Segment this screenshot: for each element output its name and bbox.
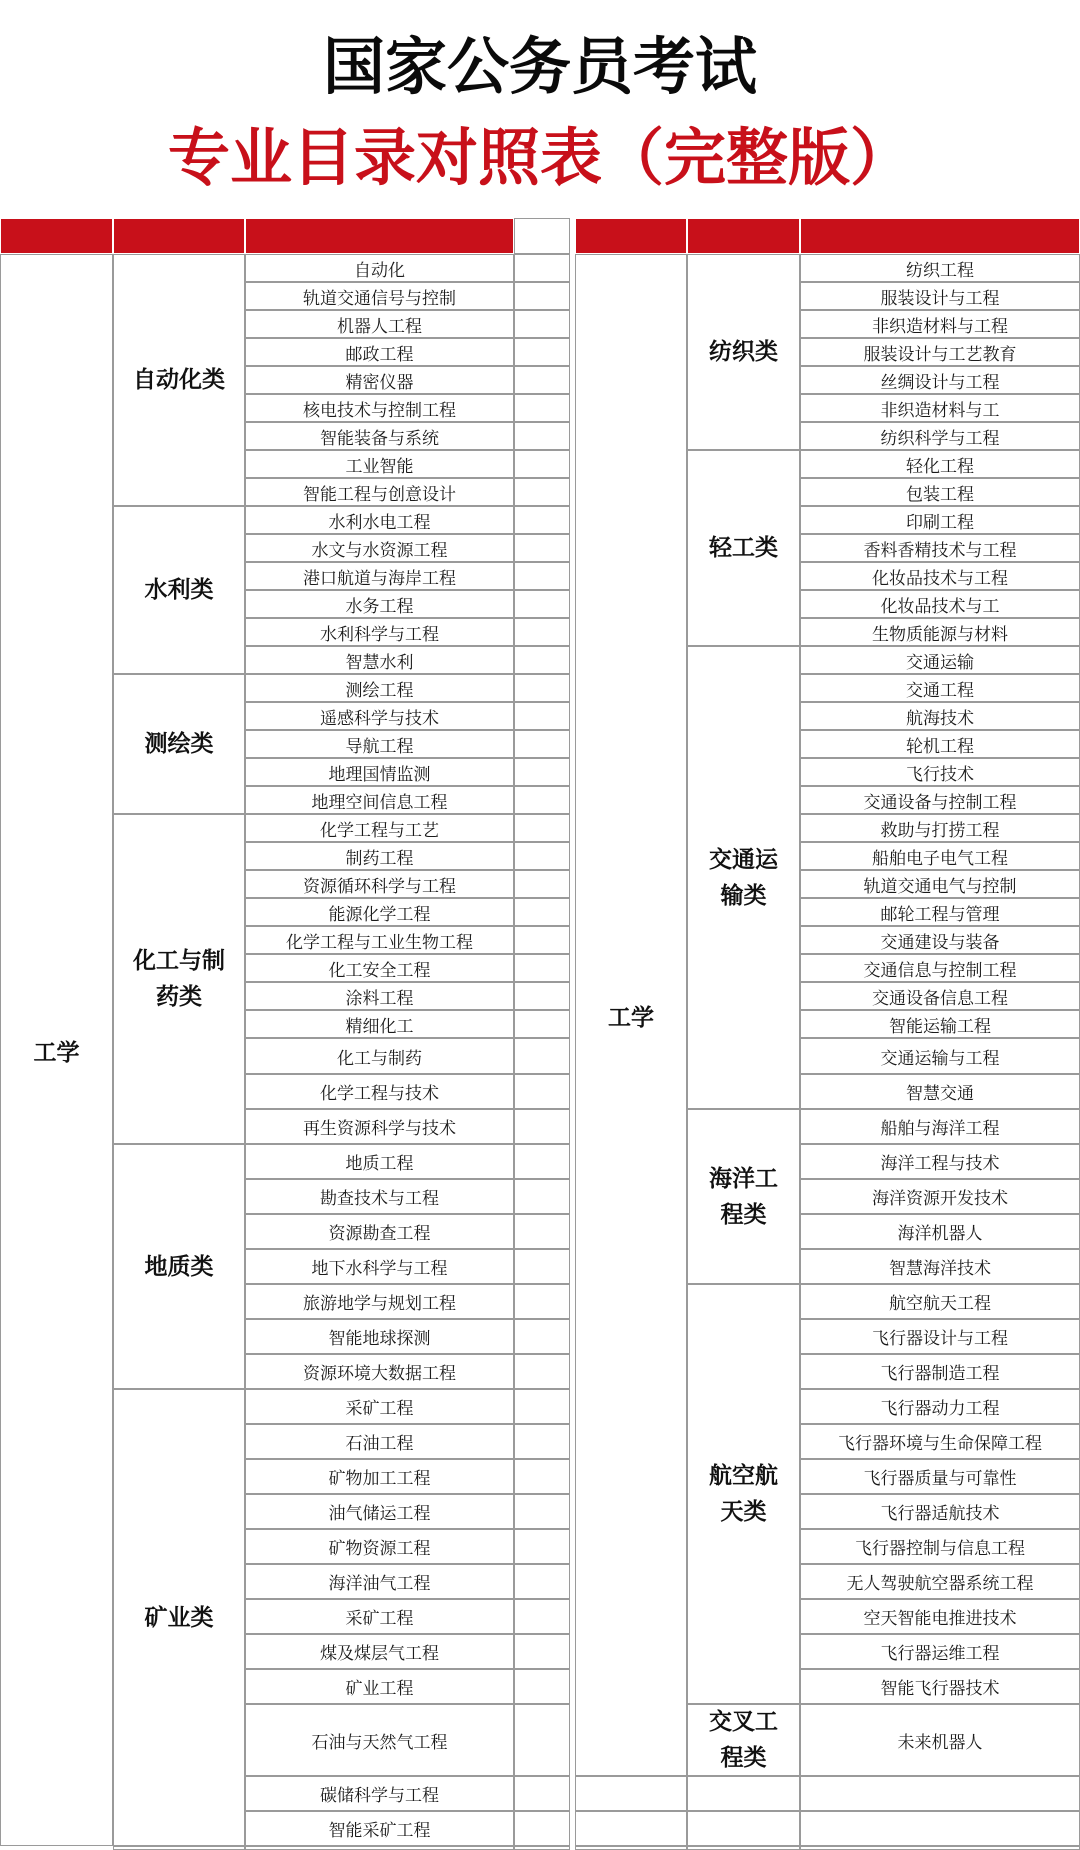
major-cell: 碳储科学与工程 <box>245 1776 514 1811</box>
major-cell: 核电技术与控制工程 <box>245 394 514 422</box>
blank-cell <box>514 1284 570 1319</box>
blank-cell <box>514 478 570 506</box>
blank-cell <box>514 1038 570 1074</box>
major-cell: 智慧交通 <box>800 1074 1080 1109</box>
major-cell: 水利科学与工程 <box>245 618 514 646</box>
major-cell: 机器人工程 <box>245 310 514 338</box>
left-header-blank <box>514 218 570 254</box>
major-cell: 再生资源科学与技术 <box>245 1109 514 1144</box>
major-cell: 资源循环科学与工程 <box>245 870 514 898</box>
blank-cell <box>514 1214 570 1249</box>
empty-cell <box>575 1846 687 1850</box>
major-cell: 轮机工程 <box>800 730 1080 758</box>
blank-cell <box>514 1704 570 1776</box>
major-cell: 煤及煤层气工程 <box>245 1634 514 1669</box>
blank-cell <box>514 1599 570 1634</box>
right-header-major <box>800 218 1080 254</box>
major-cell: 水利水电工程 <box>245 506 514 534</box>
category-cell: 轻工类 <box>687 450 800 646</box>
major-cell: 化学工程与技术 <box>245 1074 514 1109</box>
blank-cell <box>514 310 570 338</box>
major-cell: 交通运输 <box>800 646 1080 674</box>
blank-cell <box>514 1249 570 1284</box>
major-cell: 飞行器运维工程 <box>800 1634 1080 1669</box>
blank-cell <box>514 338 570 366</box>
blank-cell <box>514 562 570 590</box>
major-cell: 香料香精技术与工程 <box>800 534 1080 562</box>
major-cell: 测绘工程 <box>245 674 514 702</box>
blank-cell <box>514 1179 570 1214</box>
major-cell: 智能运输工程 <box>800 1010 1080 1038</box>
category-cell: 水利类 <box>113 506 245 674</box>
blank-cell <box>514 1389 570 1424</box>
page-title: 国家公务员考试 <box>322 30 757 103</box>
blank-cell <box>514 618 570 646</box>
major-cell: 飞行器制造工程 <box>800 1354 1080 1389</box>
major-cell: 石油工程 <box>245 1424 514 1459</box>
major-cell: 智能装备与系统 <box>245 422 514 450</box>
major-cell: 航空航天工程 <box>800 1284 1080 1319</box>
major-cell: 非织造材料与工 <box>800 394 1080 422</box>
major-cell: 石油与天然气工程 <box>245 1704 514 1776</box>
empty-cell <box>687 1846 800 1850</box>
major-cell: 化学工程与工业生物工程 <box>245 926 514 954</box>
major-cell: 交通信息与控制工程 <box>800 954 1080 982</box>
blank-cell <box>514 1319 570 1354</box>
major-cell: 印刷工程 <box>800 506 1080 534</box>
major-cell: 交通运输与工程 <box>800 1038 1080 1074</box>
major-cell: 智慧水利 <box>245 646 514 674</box>
major-cell: 资源勘查工程 <box>245 1214 514 1249</box>
major-cell: 交通设备与控制工程 <box>800 786 1080 814</box>
category-cell: 交叉工程类 <box>687 1704 800 1776</box>
category-cell: 地质类 <box>113 1144 245 1389</box>
major-cell: 化工安全工程 <box>245 954 514 982</box>
blank-cell <box>514 1776 570 1811</box>
major-cell: 飞行器控制与信息工程 <box>800 1529 1080 1564</box>
major-cell: 旅游地学与规划工程 <box>245 1284 514 1319</box>
major-cell: 船舶电子电气工程 <box>800 842 1080 870</box>
empty-cell <box>687 1776 800 1811</box>
major-cell: 邮政工程 <box>245 338 514 366</box>
major-cell: 交通建设与装备 <box>800 926 1080 954</box>
major-cell: 化工与制药 <box>245 1038 514 1074</box>
major-cell: 飞行器适航技术 <box>800 1494 1080 1529</box>
category-cell: 海洋工程类 <box>687 1109 800 1284</box>
category-cell: 交通运输类 <box>687 646 800 1109</box>
right-header-discipline <box>575 218 687 254</box>
major-cell: 资源环境大数据工程 <box>245 1354 514 1389</box>
category-cell: 测绘类 <box>113 674 245 814</box>
blank-cell <box>514 702 570 730</box>
category-cell: 矿业类 <box>113 1389 245 1846</box>
blank-cell <box>514 534 570 562</box>
empty-cell <box>800 1811 1080 1846</box>
blank-cell <box>514 954 570 982</box>
blank-cell <box>514 674 570 702</box>
major-cell: 地理国情监测 <box>245 758 514 786</box>
blank-cell <box>514 590 570 618</box>
empty-cell <box>113 1846 245 1850</box>
major-cell: 交通设备信息工程 <box>800 982 1080 1010</box>
blank-cell <box>514 1109 570 1144</box>
major-cell: 精密仪器 <box>245 366 514 394</box>
blank-cell <box>514 1669 570 1704</box>
major-cell: 轨道交通信号与控制 <box>245 282 514 310</box>
blank-cell <box>514 646 570 674</box>
empty-cell <box>800 1776 1080 1811</box>
empty-cell <box>800 1846 1080 1850</box>
major-cell: 交通工程 <box>800 674 1080 702</box>
major-cell: 水务工程 <box>245 590 514 618</box>
major-cell: 矿业工程 <box>245 1669 514 1704</box>
major-cell: 海洋资源开发技术 <box>800 1179 1080 1214</box>
blank-cell <box>514 282 570 310</box>
major-cell: 空天智能电推进技术 <box>800 1599 1080 1634</box>
right-header-category <box>687 218 800 254</box>
major-cell: 非织造材料与工程 <box>800 310 1080 338</box>
blank-cell <box>514 1494 570 1529</box>
major-cell: 飞行技术 <box>800 758 1080 786</box>
major-cell: 勘查技术与工程 <box>245 1179 514 1214</box>
major-cell: 飞行器动力工程 <box>800 1389 1080 1424</box>
major-cell: 智能飞行器技术 <box>800 1669 1080 1704</box>
major-cell: 服装设计与工程 <box>800 282 1080 310</box>
blank-cell <box>514 1010 570 1038</box>
major-cell: 采矿工程 <box>245 1389 514 1424</box>
major-cell: 未来机器人 <box>800 1704 1080 1776</box>
major-cell: 救助与打捞工程 <box>800 814 1080 842</box>
major-cell: 工业智能 <box>245 450 514 478</box>
major-cell: 船舶与海洋工程 <box>800 1109 1080 1144</box>
left-header-category <box>113 218 245 254</box>
empty-cell <box>575 1776 687 1811</box>
discipline-cell: 工学 <box>0 254 113 1846</box>
major-cell: 制药工程 <box>245 842 514 870</box>
empty-cell <box>575 1811 687 1846</box>
major-cell: 遥感科学与技术 <box>245 702 514 730</box>
page-subtitle: 专业目录对照表（完整版） <box>167 121 912 194</box>
blank-cell <box>514 926 570 954</box>
major-cell: 化妆品技术与工程 <box>800 562 1080 590</box>
blank-cell <box>514 450 570 478</box>
major-cell: 飞行器设计与工程 <box>800 1319 1080 1354</box>
major-cell: 海洋油气工程 <box>245 1564 514 1599</box>
blank-cell <box>514 1424 570 1459</box>
blank-cell <box>514 1811 570 1846</box>
major-cell: 智能工程与创意设计 <box>245 478 514 506</box>
blank-cell <box>514 394 570 422</box>
major-cell: 生物质能源与材料 <box>800 618 1080 646</box>
blank-cell <box>514 786 570 814</box>
blank-cell <box>514 730 570 758</box>
major-cell: 地质工程 <box>245 1144 514 1179</box>
major-cell: 轨道交通电气与控制 <box>800 870 1080 898</box>
blank-cell <box>514 1354 570 1389</box>
major-cell: 油气储运工程 <box>245 1494 514 1529</box>
major-cell: 丝绸设计与工程 <box>800 366 1080 394</box>
major-cell: 矿物加工工程 <box>245 1459 514 1494</box>
blank-cell <box>514 758 570 786</box>
major-cell: 飞行器环境与生命保障工程 <box>800 1424 1080 1459</box>
blank-cell <box>514 1074 570 1109</box>
major-cell: 服装设计与工艺教育 <box>800 338 1080 366</box>
empty-cell <box>245 1846 514 1850</box>
blank-cell <box>514 898 570 926</box>
major-cell: 精细化工 <box>245 1010 514 1038</box>
major-cell: 纺织科学与工程 <box>800 422 1080 450</box>
blank-cell <box>514 506 570 534</box>
major-cell: 包装工程 <box>800 478 1080 506</box>
major-cell: 海洋工程与技术 <box>800 1144 1080 1179</box>
category-cell: 纺织类 <box>687 254 800 450</box>
category-cell: 航空航天类 <box>687 1284 800 1704</box>
major-cell: 邮轮工程与管理 <box>800 898 1080 926</box>
major-cell: 涂料工程 <box>245 982 514 1010</box>
major-cell: 矿物资源工程 <box>245 1529 514 1564</box>
blank-cell <box>514 1634 570 1669</box>
major-cell: 智能采矿工程 <box>245 1811 514 1846</box>
major-cell: 海洋机器人 <box>800 1214 1080 1249</box>
major-cell: 地理空间信息工程 <box>245 786 514 814</box>
major-cell: 采矿工程 <box>245 1599 514 1634</box>
category-cell: 自动化类 <box>113 254 245 506</box>
major-cell: 纺织工程 <box>800 254 1080 282</box>
left-header-major <box>245 218 514 254</box>
blank-cell <box>514 870 570 898</box>
major-cell: 无人驾驶航空器系统工程 <box>800 1564 1080 1599</box>
major-cell: 化学工程与工艺 <box>245 814 514 842</box>
empty-cell <box>514 1846 570 1850</box>
blank-cell <box>514 1564 570 1599</box>
blank-cell <box>514 842 570 870</box>
blank-cell <box>514 1459 570 1494</box>
empty-cell <box>687 1811 800 1846</box>
major-cell: 港口航道与海岸工程 <box>245 562 514 590</box>
major-cell: 化妆品技术与工 <box>800 590 1080 618</box>
major-cell: 智能地球探测 <box>245 1319 514 1354</box>
blank-cell <box>514 422 570 450</box>
category-cell: 化工与制药类 <box>113 814 245 1144</box>
blank-cell <box>514 366 570 394</box>
left-header-discipline <box>0 218 113 254</box>
blank-cell <box>514 814 570 842</box>
major-cell: 地下水科学与工程 <box>245 1249 514 1284</box>
blank-cell <box>514 254 570 282</box>
major-cell: 自动化 <box>245 254 514 282</box>
major-cell: 导航工程 <box>245 730 514 758</box>
discipline-cell: 工学 <box>575 254 687 1776</box>
blank-cell <box>514 1144 570 1179</box>
major-cell: 航海技术 <box>800 702 1080 730</box>
major-cell: 智慧海洋技术 <box>800 1249 1080 1284</box>
major-cell: 轻化工程 <box>800 450 1080 478</box>
major-cell: 水文与水资源工程 <box>245 534 514 562</box>
major-cell: 能源化学工程 <box>245 898 514 926</box>
blank-cell <box>514 982 570 1010</box>
blank-cell <box>514 1529 570 1564</box>
major-cell: 飞行器质量与可靠性 <box>800 1459 1080 1494</box>
